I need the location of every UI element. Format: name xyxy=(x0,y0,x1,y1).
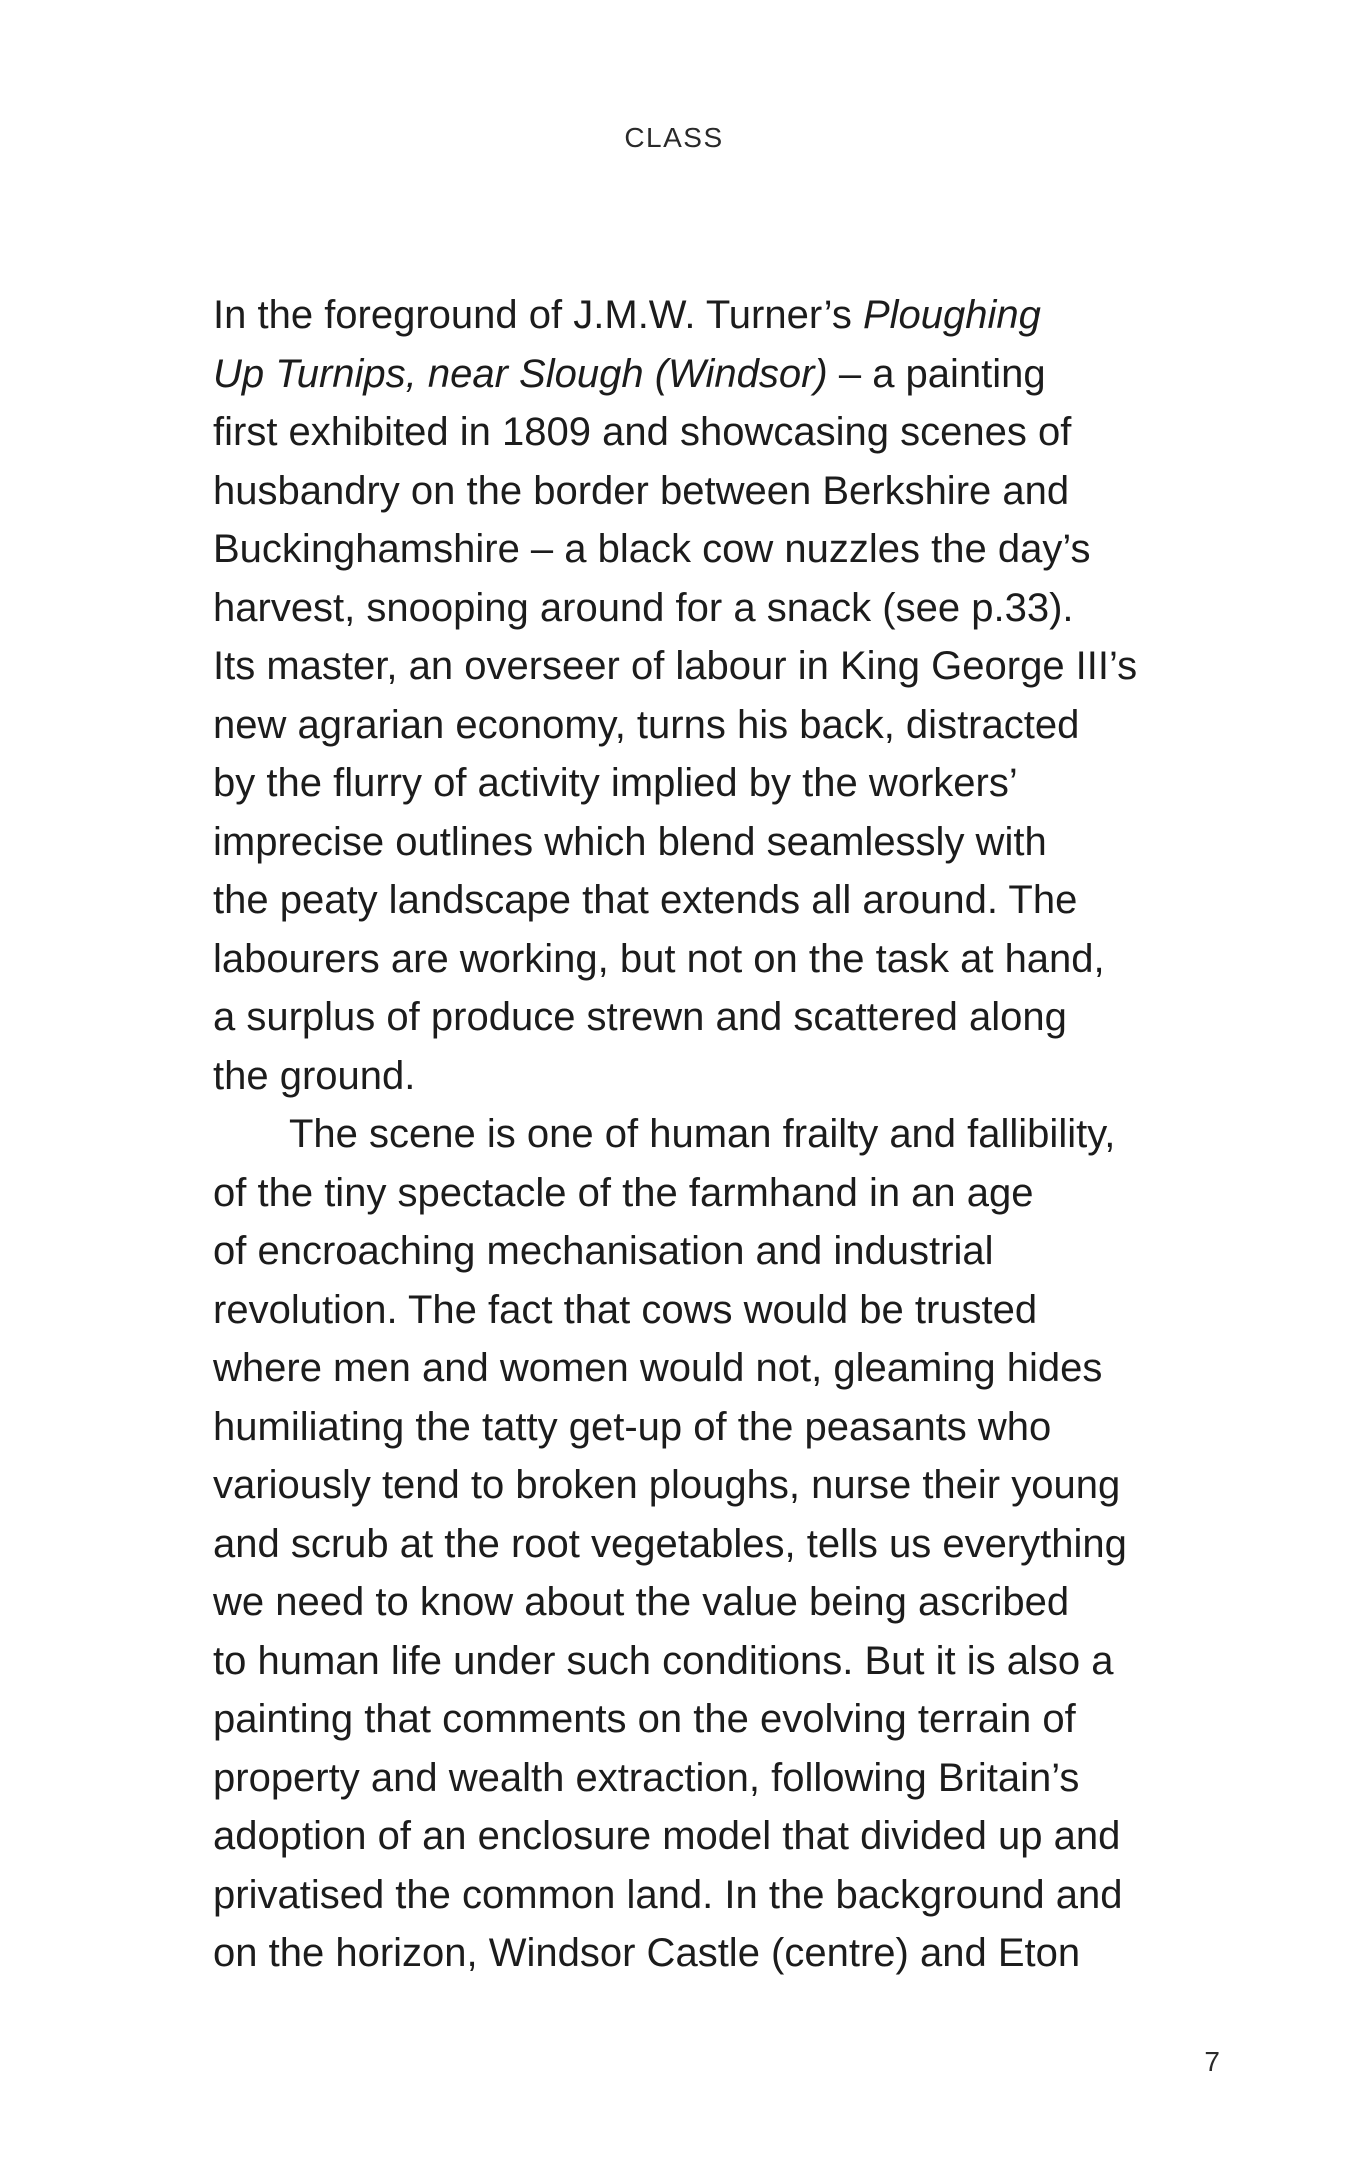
text-line: to human life under such conditions. But it is also a xyxy=(213,1638,1114,1683)
text-line: variously tend to broken ploughs, nurse their young xyxy=(213,1463,1121,1507)
painting-title-italic: Ploughing xyxy=(862,293,1041,337)
text-line: by the flurry of activity implied by the workers’ xyxy=(213,761,1018,805)
text-line: of the tiny spectacle of the farmhand in an age xyxy=(213,1170,1034,1215)
text-line: labourers are working, but not on the task at hand, xyxy=(213,936,1105,981)
text-line: where men and women would not, gleaming hides xyxy=(213,1346,1103,1390)
text-line: Its master, an overseer of labour in King George III’s xyxy=(213,644,1138,688)
text-line: revolution. The fact that cows would be trusted xyxy=(213,1287,1038,1332)
text-line: we need to know about the value being ascribed xyxy=(213,1580,1070,1624)
text-line xyxy=(213,345,1213,404)
text-line: of encroaching mechanisation and industrial xyxy=(213,1229,994,1273)
text-line: husbandry on the border between Berkshire and xyxy=(213,468,1070,513)
text-run: In the foreground of J.M.W. Turner’s xyxy=(213,293,863,337)
text-line: harvest, snooping around for a snack (see p.33). xyxy=(213,585,1074,630)
text-line: the peaty landscape that extends all around. The xyxy=(213,878,1078,922)
text-line: adoption of an enclosure model that divided up and xyxy=(213,1814,1121,1858)
page-number: 7 xyxy=(1204,2046,1220,2077)
text-line: painting that comments on the evolving terrain of xyxy=(213,1697,1076,1741)
text-line: new agrarian economy, turns his back, distracted xyxy=(213,702,1080,747)
text-line: a surplus of produce strewn and scattered along xyxy=(213,995,1067,1039)
text-line: privatised the common land. In the background and xyxy=(213,1872,1123,1917)
text-line: Buckinghamshire – a black cow nuzzles the day’s xyxy=(213,527,1091,571)
text-line: and scrub at the root vegetables, tells us everything xyxy=(213,1521,1127,1566)
running-title: CLASS xyxy=(624,122,724,153)
body-text xyxy=(213,286,1213,1983)
text-line: property and wealth extraction, following Britain’s xyxy=(213,1755,1080,1800)
text-line xyxy=(213,286,1213,345)
text-run: – a painting xyxy=(827,351,1046,396)
text-line: the ground. xyxy=(213,1053,416,1098)
paragraph-2 xyxy=(213,1105,1213,1983)
text-line: first exhibited in 1809 and showcasing scenes of xyxy=(213,410,1072,454)
text-line: on the horizon, Windsor Castle (centre) and Eton xyxy=(213,1931,1081,1975)
text-line: humiliating the tatty get-up of the peasants who xyxy=(213,1404,1052,1449)
paragraph-1 xyxy=(213,286,1213,1105)
text-line: The scene is one of human frailty and fallibility, xyxy=(289,1112,1116,1156)
painting-title-italic: Up Turnips, near Slough (Windsor) xyxy=(213,351,828,396)
text-line: imprecise outlines which blend seamlessly with xyxy=(213,819,1047,864)
